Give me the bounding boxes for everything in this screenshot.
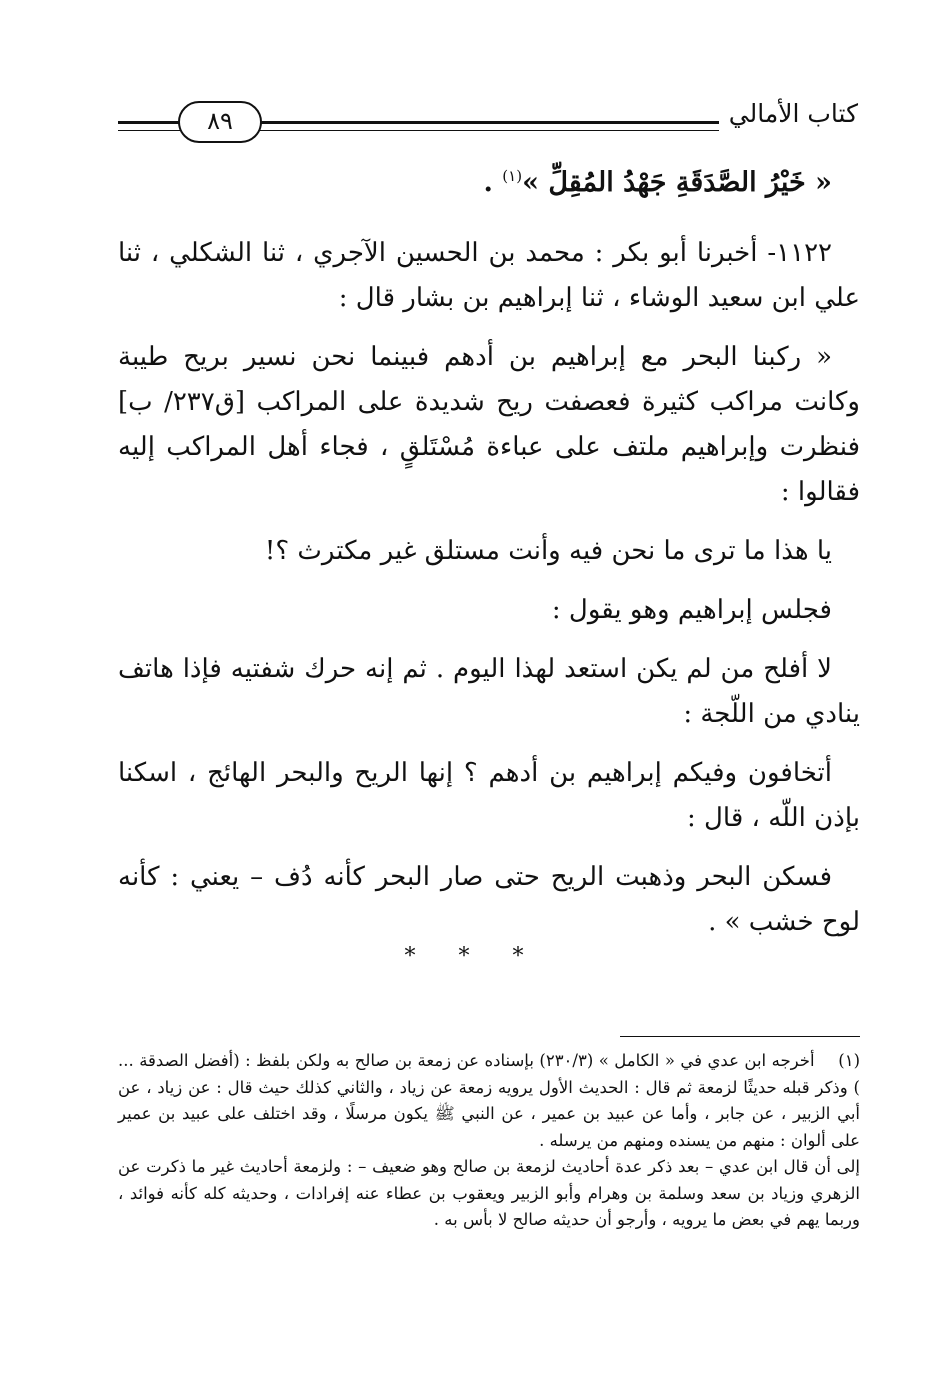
section-separator: * * * <box>404 944 542 969</box>
page-header <box>118 95 858 145</box>
story-paragraph-4: لا أفلح من لم يكن استعد لهذا اليوم . ثم إنه حرك شفتيه فإذا هاتف ينادي من اللّجة : <box>118 654 860 729</box>
footnote-1-text: أخرجه ابن عدي في « الكامل » (٢٣٠/٣) بإسناده عن زمعة بن صالح به ولكن بلفظ : (أفضل الصدقة ... ) وذكر قبله حديثًا لزمعة ثم قال : الحديث الأول يرويه زمعة عن زياد ، والثاني كذلك حيث قال : عن زياد ، عن أبي الزبير ، عن جابر ، وأما عن عبيد بن عمير ، عن النبي ﷺ يكون مرسلًا ، وقد اختلف على عبيد بن عمير على ألوان : منهم من يسنده ومنهم من يرسله . <box>118 1051 860 1150</box>
main-text <box>118 150 860 945</box>
hadith-heading <box>118 150 860 209</box>
story-paragraph-2: يا هذا ما ترى ما نحن فيه وأنت مستلق غير مكترث ؟! <box>264 536 832 566</box>
footnote-1-continued: إلى أن قال ابن عدي – بعد ذكر عدة أحاديث لزمعة بن صالح وهو ضعيف – : ولزمعة أحاديث غير ما ذكرت عن الزهري وزياد بن سعد وسلمة بن وهرام وأبو الزبير ويعقوب بن عطاء عنه إفرادات ، وحديثه كله كأنه فوائد ، وربما يهم في بعض ما يرويه ، وأرجو أن حديثه صالح لا بأس به . <box>118 1157 860 1229</box>
isnad-paragraph: ١١٢٢- أخبرنا أبو بكر : محمد بن الحسين الآجري ، ثنا الشكلي ، ثنا علي ابن سعيد الوشاء ، ثنا إبراهيم بن بشار قال : <box>118 238 860 313</box>
story-paragraph-6: فسكن البحر وذهبت الريح حتى صار البحر كأنه دُف – يعني : كأنه لوح خشب » . <box>118 862 860 937</box>
page-number: ٨٩ <box>178 101 262 143</box>
footnote-ref: (١) <box>502 167 523 185</box>
footnote-1 <box>118 1048 860 1154</box>
footnotes <box>118 1048 860 1234</box>
footnote-rule <box>620 1036 860 1037</box>
book-title: كتاب الأمالي <box>719 97 858 131</box>
story-paragraph-5: أتخافون وفيكم إبراهيم بن أدهم ؟ إنها الريح والبحر الهائج ، اسكنا بإذن اللّه ، قال : <box>118 758 860 833</box>
story-paragraph-3: فجلس إبراهيم وهو يقول : <box>551 595 832 625</box>
story-paragraph-1: « ركبنا البحر مع إبراهيم بن أدهم فبينما نحن نسير بريح طيبة وكانت مراكب كثيرة فعصفت ريح شديدة على المراكب [ق٢٣٧/ ب] فنظرت وإبراهيم ملتف على عباءة مُسْتَلقٍ ، فجاء أهل المراكب إليه فقالوا : <box>118 342 860 507</box>
hadith-title-end: . <box>483 167 503 198</box>
footnote-marker: (١) <box>838 1051 860 1070</box>
hadith-title-text: « خَيْرُ الصَّدَقَةِ جَهْدُ المُقِلِّ » <box>522 167 832 198</box>
